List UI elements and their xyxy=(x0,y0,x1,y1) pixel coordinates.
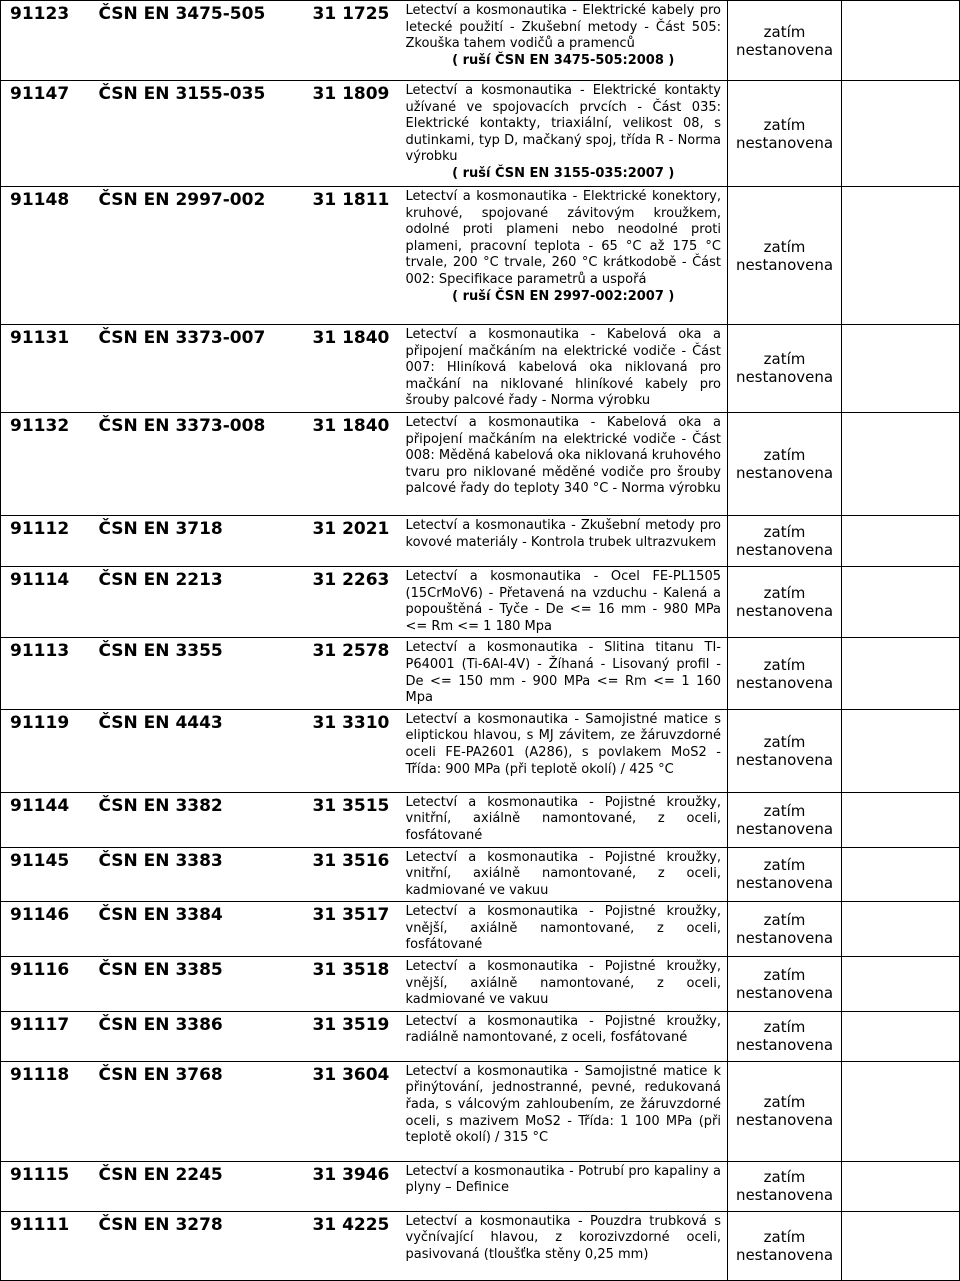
validity-status: zatím nestanovena xyxy=(728,81,842,187)
title-text: Letectví a kosmonautika - Zkušební metody pro kovové materiály - Kontrola trubek ultrazvukem xyxy=(405,517,721,550)
title-text: Letectví a kosmonautika - Pojistné kroužky, vnitřní, axiálně namontované, z oceli, fosfátované xyxy=(405,794,721,843)
standard-title xyxy=(406,1061,728,1161)
validity-status: zatím nestanovena xyxy=(728,1,842,81)
standard-title xyxy=(406,515,728,566)
validity-status: zatím nestanovena xyxy=(728,847,842,902)
standard-title xyxy=(406,709,728,792)
standard-code: ČSN EN 3383 xyxy=(99,847,313,902)
table-row xyxy=(1,792,960,847)
table-row xyxy=(1,81,960,187)
title-text: Letectví a kosmonautika - Samojistné matice s eliptickou hlavou, s MJ závitem, ze žáruvzdorné oceli FE-PA2601 (A286), s povlakem MoS2 - Třída: 900 MPa (při teplotě okolí) / 425 °C xyxy=(405,711,721,777)
empty-cell xyxy=(842,187,960,325)
title-text: Letectví a kosmonautika - Pojistné kroužky, radiálně namontované, z oceli, fosfátované xyxy=(405,1013,721,1046)
standard-number: 91113 xyxy=(1,638,99,709)
table-row xyxy=(1,1211,960,1280)
table-row xyxy=(1,515,960,566)
standard-number: 91112 xyxy=(1,515,99,566)
classification-code: 31 1811 xyxy=(313,187,406,325)
title-text: Letectví a kosmonautika - Pojistné kroužky, vnější, axiálně namontované, z oceli, kadmiované ve vakuu xyxy=(405,959,721,1008)
table-row xyxy=(1,902,960,957)
standard-code: ČSN EN 3373-008 xyxy=(99,412,313,515)
table-row xyxy=(1,638,960,709)
empty-cell xyxy=(842,638,960,709)
standard-title xyxy=(406,847,728,902)
empty-cell xyxy=(842,325,960,413)
standard-number: 91115 xyxy=(1,1161,99,1211)
classification-code: 31 3517 xyxy=(313,902,406,957)
empty-cell xyxy=(842,412,960,515)
standard-title xyxy=(406,325,728,413)
empty-cell xyxy=(842,81,960,187)
standard-code: ČSN EN 3386 xyxy=(99,1011,313,1061)
table-row xyxy=(1,566,960,637)
table-row xyxy=(1,187,960,325)
validity-status: zatím nestanovena xyxy=(728,1061,842,1161)
standard-title xyxy=(406,1161,728,1211)
validity-status: zatím nestanovena xyxy=(728,1211,842,1280)
title-text: Letectví a kosmonautika - Pouzdra trubková s vyčnívající hlavou, z korozivzdorné oceli, pasivovaná (tloušťka stěny 0,25 mm) xyxy=(405,1213,721,1263)
title-text: Letectví a kosmonautika - Kabelová oka a připojení mačkáním na elektrické vodiče - Část 008: Měděná kabelová oka niklovaná kruhového tvaru pro niklované měděné vodiče pro šrouby palcové řady do teploty 340 °C - Norma výrobku xyxy=(405,414,721,497)
title-text: Letectví a kosmonautika - Slitina titanu TI-P64001 (Ti-6Al-4V) - Žíhaná - Lisovaný profil - De <= 150 mm - 900 MPa <= Rm <= 1 160 Mpa xyxy=(405,640,721,706)
validity-status: zatím nestanovena xyxy=(728,792,842,847)
classification-code: 31 1840 xyxy=(313,412,406,515)
validity-status: zatím nestanovena xyxy=(728,325,842,413)
table-row xyxy=(1,412,960,515)
validity-status: zatím nestanovena xyxy=(728,638,842,709)
validity-status: zatím nestanovena xyxy=(728,709,842,792)
standard-code: ČSN EN 3718 xyxy=(99,515,313,566)
title-text: Letectví a kosmonautika - Ocel FE-PL1505 (15CrMoV6) - Přetavená na vzduchu - Kalená a popouštěná - Tyče - De <= 16 mm - 980 MPa <= Rm <= 1 180 Mpa xyxy=(405,568,721,634)
table-row xyxy=(1,1011,960,1061)
standard-number: 91144 xyxy=(1,792,99,847)
standard-code: ČSN EN 3155-035 xyxy=(99,81,313,187)
standard-number: 91116 xyxy=(1,957,99,1012)
standard-code: ČSN EN 2997-002 xyxy=(99,187,313,325)
table-row xyxy=(1,1161,960,1211)
empty-cell xyxy=(842,847,960,902)
table-row xyxy=(1,1061,960,1161)
standard-number: 91118 xyxy=(1,1061,99,1161)
table-row xyxy=(1,325,960,413)
standard-number: 91148 xyxy=(1,187,99,325)
standard-code: ČSN EN 3385 xyxy=(99,957,313,1012)
standard-code: ČSN EN 4443 xyxy=(99,709,313,792)
validity-status: zatím nestanovena xyxy=(728,566,842,637)
classification-code: 31 3516 xyxy=(313,847,406,902)
empty-cell xyxy=(842,1011,960,1061)
standard-number: 91123 xyxy=(1,1,99,81)
standard-code: ČSN EN 3384 xyxy=(99,902,313,957)
empty-cell xyxy=(842,515,960,566)
empty-cell xyxy=(842,1161,960,1211)
replaces-note: ( ruší ČSN EN 3155-035:2007 ) xyxy=(452,165,675,181)
empty-cell xyxy=(842,566,960,637)
standard-code: ČSN EN 2245 xyxy=(99,1161,313,1211)
table-row xyxy=(1,709,960,792)
standard-number: 91145 xyxy=(1,847,99,902)
replaces-note: ( ruší ČSN EN 3475-505:2008 ) xyxy=(452,52,675,68)
table-row xyxy=(1,847,960,902)
title-text: Letectví a kosmonautika - Elektrické konektory, kruhové, spojované závitovým kroužkem, odolné proti plameni nebo neodolné proti plameni, pracovní teplota - 65 °C až 175 °C trvale, 200 °C trvale, 260 °C krátkodobě - Část 002: Specifikace parametrů a uspořá xyxy=(405,189,721,287)
title-text: Letectví a kosmonautika - Pojistné kroužky, vnější, axiálně namontované, z oceli, fosfátované xyxy=(405,904,721,953)
empty-cell xyxy=(842,1,960,81)
standard-number: 91146 xyxy=(1,902,99,957)
replaces-note: ( ruší ČSN EN 2997-002:2007 ) xyxy=(452,288,675,304)
empty-cell xyxy=(842,1061,960,1161)
standard-title xyxy=(406,566,728,637)
standard-title xyxy=(406,81,728,187)
classification-code: 31 2263 xyxy=(313,566,406,637)
title-text: Letectví a kosmonautika - Kabelová oka a připojení mačkáním na elektrické vodiče - Část 007: Hliníková kabelová oka niklovaná pro mačkání na niklované hliníkové kabely pro šrouby palcové řady - Norma výrobku xyxy=(405,327,721,409)
classification-code: 31 2021 xyxy=(313,515,406,566)
empty-cell xyxy=(842,902,960,957)
title-text: Letectví a kosmonautika - Pojistné kroužky, vnitřní, axiálně namontované, z oceli, kadmiované ve vakuu xyxy=(405,849,721,898)
standard-code: ČSN EN 3382 xyxy=(99,792,313,847)
standard-title xyxy=(406,902,728,957)
standard-title xyxy=(406,638,728,709)
standard-title xyxy=(406,412,728,515)
standard-code: ČSN EN 3475-505 xyxy=(99,1,313,81)
standard-number: 91111 xyxy=(1,1211,99,1280)
title-text: Letectví a kosmonautika - Elektrické kabely pro letecké použití - Zkušební metody - Část 505: Zkouška tahem vodičů a pramenců xyxy=(405,3,721,52)
title-text: Letectví a kosmonautika - Samojistné matice k přinýtování, jednostranné, pevné, redukovaná řada, s válcovým zahloubením, ze žáruvzdorné oceli, s mazivem MoS2 - Třída: 1 100 MPa (při teplotě okolí) / 315 °C xyxy=(405,1063,721,1146)
validity-status: zatím nestanovena xyxy=(728,957,842,1012)
validity-status: zatím nestanovena xyxy=(728,902,842,957)
standard-number: 91147 xyxy=(1,81,99,187)
classification-code: 31 1809 xyxy=(313,81,406,187)
empty-cell xyxy=(842,957,960,1012)
standard-title xyxy=(406,957,728,1012)
empty-cell xyxy=(842,709,960,792)
classification-code: 31 1840 xyxy=(313,325,406,413)
standard-number: 91132 xyxy=(1,412,99,515)
classification-code: 31 3518 xyxy=(313,957,406,1012)
standard-title xyxy=(406,1,728,81)
classification-code: 31 3310 xyxy=(313,709,406,792)
standard-number: 91131 xyxy=(1,325,99,413)
validity-status: zatím nestanovena xyxy=(728,412,842,515)
table-row xyxy=(1,1,960,81)
standard-title xyxy=(406,1011,728,1061)
classification-code: 31 3515 xyxy=(313,792,406,847)
classification-code: 31 2578 xyxy=(313,638,406,709)
standard-code: ČSN EN 2213 xyxy=(99,566,313,637)
classification-code: 31 3519 xyxy=(313,1011,406,1061)
validity-status: zatím nestanovena xyxy=(728,1161,842,1211)
title-text: Letectví a kosmonautika - Elektrické kontakty užívané ve spojovacích prvcích - Část 035: Elektrické kontakty, triaxiální, velikost 08, s dutinkami, typ D, mačkaný spoj, třída R - Norma výrobku xyxy=(405,83,721,165)
validity-status: zatím nestanovena xyxy=(728,1011,842,1061)
title-text: Letectví a kosmonautika - Potrubí pro kapaliny a plyny – Definice xyxy=(405,1163,721,1196)
standard-title xyxy=(406,1211,728,1280)
standard-code: ČSN EN 3355 xyxy=(99,638,313,709)
table-row xyxy=(1,957,960,1012)
validity-status: zatím nestanovena xyxy=(728,187,842,325)
standard-number: 91117 xyxy=(1,1011,99,1061)
standard-code: ČSN EN 3768 xyxy=(99,1061,313,1161)
standard-title xyxy=(406,792,728,847)
standard-number: 91114 xyxy=(1,566,99,637)
classification-code: 31 3946 xyxy=(313,1161,406,1211)
empty-cell xyxy=(842,1211,960,1280)
standard-title xyxy=(406,187,728,325)
classification-code: 31 4225 xyxy=(313,1211,406,1280)
standard-code: ČSN EN 3278 xyxy=(99,1211,313,1280)
validity-status: zatím nestanovena xyxy=(728,515,842,566)
classification-code: 31 1725 xyxy=(313,1,406,81)
empty-cell xyxy=(842,792,960,847)
standard-code: ČSN EN 3373-007 xyxy=(99,325,313,413)
classification-code: 31 3604 xyxy=(313,1061,406,1161)
standard-number: 91119 xyxy=(1,709,99,792)
